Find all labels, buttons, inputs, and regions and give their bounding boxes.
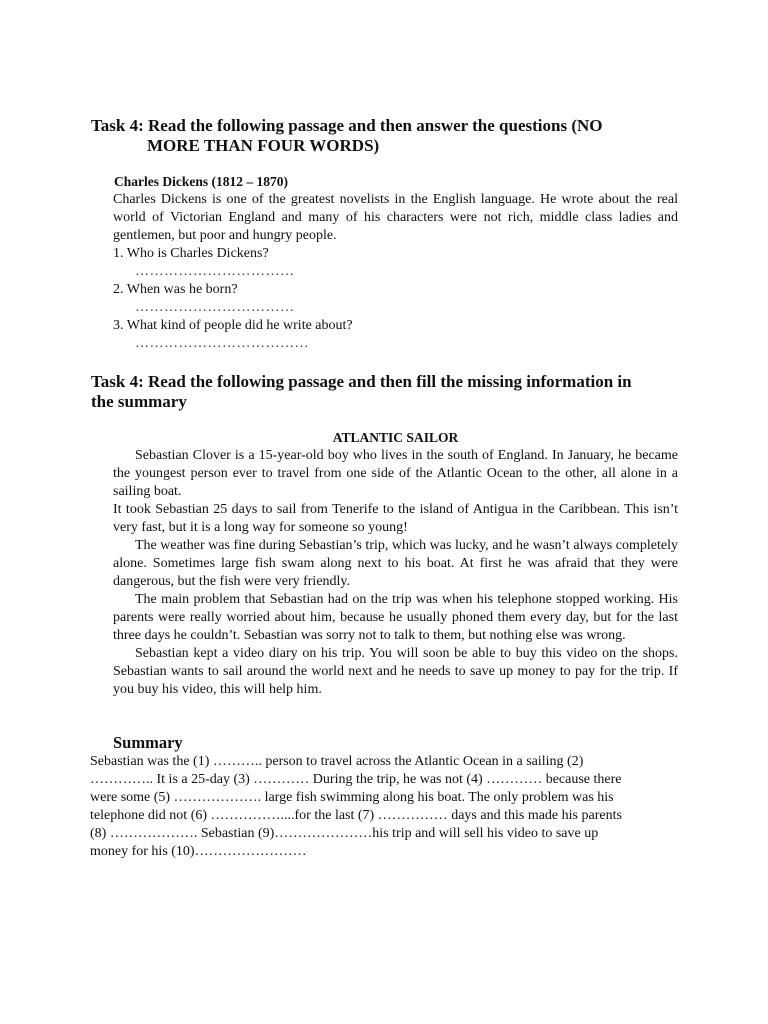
task2-title-line1: Task 4: Read the following passage and then fill the missing information in (91, 372, 632, 391)
task1-title-line2: MORE THAN FOUR WORDS) (147, 136, 380, 155)
task2-passage (113, 447, 678, 699)
task1-questions (113, 245, 678, 353)
passage-paragraph-2: It took Sebastian 25 days to sail from Tenerife to the island of Antigua in the Caribbean. This isn’t very fast, but it is a long way for someone so young! (113, 502, 678, 535)
task1-title (91, 116, 711, 156)
answer-line-1[interactable]: …………………………… (135, 264, 295, 279)
summary-line-3: were some (5) ………………. large fish swimming along his boat. The only problem was his (90, 790, 614, 805)
task1-title-line1: Task 4: Read the following passage and then answer the questions (NO (91, 116, 603, 135)
summary-heading: Summary (113, 733, 183, 752)
answer-line-3[interactable]: ……………………………… (135, 336, 309, 351)
passage-paragraph-5: Sebastian kept a video diary on his trip. You will soon be able to buy this video on the shops. Sebastian wants to sail around the world next and he needs to save up money to pay for the trip. If you buy his video, this will help him. (113, 646, 678, 697)
passage-paragraph-3: The weather was fine during Sebastian’s trip, which was lucky, and he wasn’t always completely alone. Sometimes large fish swam along next to his boat. At first he was afraid that they were dangerous, but the fish were very friendly. (113, 538, 678, 589)
summary-line-6: money for his (10)…………………… (90, 844, 307, 859)
passage-paragraph-1: Sebastian Clover is a 15-year-old boy who lives in the south of England. In January, he became the youngest person ever to travel from one side of the Atlantic Ocean to the other, all alone in a sailing boat. (113, 448, 678, 499)
summary-line-4: telephone did not (6) ……………....for the last (7) …………… days and this made his parents (90, 808, 622, 823)
task2-title-line2: the summary (91, 392, 187, 411)
summary-text (90, 753, 690, 861)
summary-line-5: (8) ………………. Sebastian (9)…………………his trip and will sell his video to save up (90, 826, 599, 841)
question-2: 2. When was he born? (113, 282, 238, 297)
task2-title (91, 372, 711, 412)
summary-line-1: Sebastian was the (1) ……….. person to travel across the Atlantic Ocean in a sailing (2) (90, 754, 584, 769)
task1-passage-title: Charles Dickens (1812 – 1870) (114, 174, 288, 189)
task1-passage: Charles Dickens is one of the greatest novelists in the English language. He wrote about the real world of Victorian England and many of his characters were not rich, middle class ladies and gentlemen, but poor and hungry people. (113, 192, 678, 243)
question-1: 1. Who is Charles Dickens? (113, 246, 269, 261)
passage-paragraph-4: The main problem that Sebastian had on the trip was when his telephone stopped working. His parents were really worried about him, because he usually phoned them every day, but for the last three days he couldn’t. Sebastian was sorry not to talk to them, but nothing else was wrong. (113, 592, 678, 643)
question-3: 3. What kind of people did he write about? (113, 318, 353, 333)
task2-passage-title: ATLANTIC SAILOR (332, 430, 459, 445)
answer-line-2[interactable]: …………………………… (135, 300, 295, 315)
summary-line-2: ………….. It is a 25-day (3) ………… During the trip, he was not (4) ………… because there (90, 772, 622, 787)
